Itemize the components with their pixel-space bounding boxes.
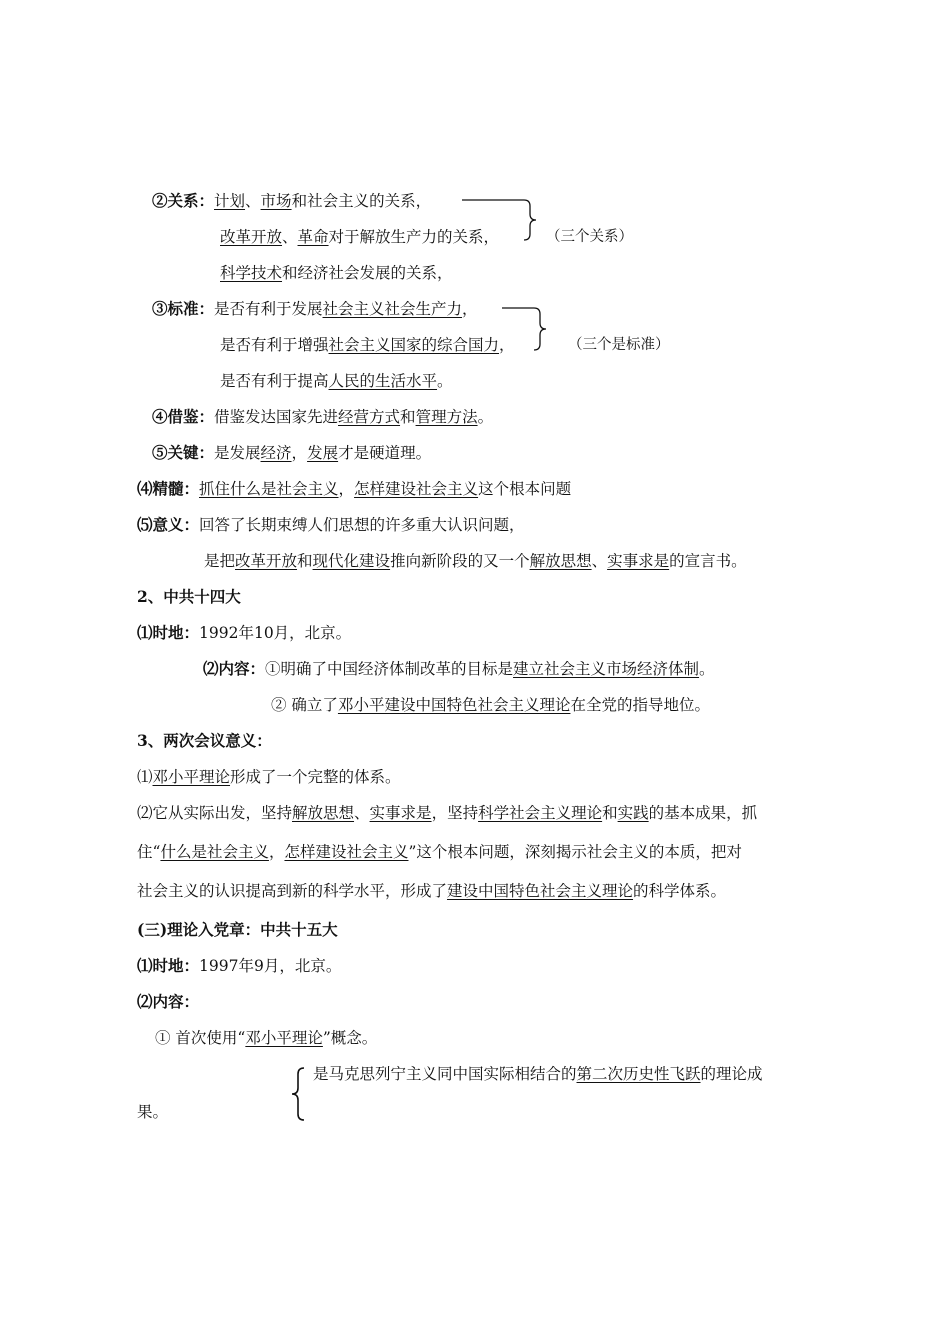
essence-label: ⑷精髓： [137,479,200,498]
term-how-to-build: 怎样建设社会主义 [354,480,479,498]
relation-line-2 [220,227,499,247]
text: 社会主义的认识提高到新的科学水平，形成了 [137,882,448,900]
term-reform: 改革开放 [220,228,283,246]
term-productivity: 社会主义社会生产力 [322,300,463,318]
significance-item-1 [137,767,401,787]
text: 才是硬道理。 [338,444,432,462]
heading-14th-congress: 2、中共十四大 [137,587,241,606]
term: 实践 [617,804,649,822]
standard-label: ③标准： [152,299,215,318]
text: 形成了一个完整的体系。 [230,768,401,786]
text: ①明确了中国经济体制改革的目标是 [265,660,514,678]
content-brace [284,1064,308,1124]
content-15th-line-1 [155,1028,377,1048]
text: 和 [400,408,416,426]
text: 。 [437,372,453,390]
text: 是把 [204,552,236,570]
text: 是否有利于提高 [220,372,329,390]
text: ① 首次使用“ [155,1029,246,1047]
term: 什么是社会主义 [160,843,269,861]
standard-brace [500,304,570,356]
text: ，坚持 [431,804,479,822]
term-second-leap: 第二次历史性飞跃 [576,1065,701,1083]
text: 和 [297,552,313,570]
significance-label: ⑸意义： [137,515,200,534]
term-science: 科学技术 [220,264,283,282]
significance-line-2 [204,551,747,571]
text: 的理论成 [700,1065,763,1083]
term-what-is-socialism: 抓住什么是社会主义 [199,480,339,498]
significance-line-1 [137,515,525,535]
text: 的宣言书。 [669,552,747,570]
text: ⑴ [137,768,153,786]
text: 对于解放生产力的关系， [328,228,500,246]
term-seek-truth: 实事求是 [607,552,670,570]
term: 科学社会主义理论 [478,804,603,822]
term-revolution: 革命 [297,228,329,246]
text: ， [268,843,285,861]
term-reform-opening: 改革开放 [235,552,298,570]
text: ”这个根本问题，深刻揭示社会主义的本质，把对 [408,843,742,861]
term-market: 市场 [260,192,292,210]
relation-label: ②关系： [152,191,215,210]
term: 怎样建设社会主义 [284,843,409,861]
term: 建设中国特色社会主义理论 [447,882,634,900]
heading-15th-congress: (三)理论入党章：中共十五大 [137,920,338,939]
time-label: ⑴时地： [137,623,200,642]
relation-brace [460,196,550,246]
term-economy: 经济 [260,444,292,462]
text: 、 [282,228,298,246]
text: ”概念。 [322,1029,378,1047]
content-15th-label: ⑵内容： [137,992,200,1011]
text: ， [499,336,515,354]
standard-line-2 [220,335,515,355]
text: 、 [245,192,261,210]
term-deng-theory: 邓小平建设中国特色社会主义理论 [337,696,571,714]
text: 和经济社会发展的关系， [282,264,453,282]
text: 和社会主义的关系， [291,192,432,210]
text: 借鉴发达国家先进 [214,408,339,426]
significance-item-2-line-1 [137,803,757,823]
text: 是否有利于增强 [220,336,329,354]
text: ， [338,480,355,498]
text: 。 [699,660,715,678]
reference-label: ④借鉴： [152,407,215,426]
text: 、 [591,552,608,570]
text: 、 [354,804,370,822]
term-deng-xiaoping-theory: 邓小平理论 [245,1029,323,1047]
key-line [152,443,431,463]
standard-note: （三个是标准） [568,337,670,353]
text: ， [291,444,308,462]
relation-line-3 [220,263,453,283]
text: ， [462,300,478,318]
key-label: ⑤关键： [152,443,215,462]
term-market-economy: 建立社会主义市场经济体制 [513,660,700,678]
standard-line-3 [220,371,453,391]
relation-note: （三个关系） [546,229,633,245]
content-14th-line-2 [271,695,710,715]
text: 是发展 [214,444,261,462]
text: 的科学体系。 [633,882,727,900]
text: 是马克思列宁主义同中国实际相结合的 [313,1065,577,1083]
term-national-strength: 社会主义国家的综合国力 [328,336,500,354]
content-14th-line-1 [203,659,715,679]
text: 和 [602,804,618,822]
content-label: ⑵内容： [203,659,266,678]
content-15th-line-3: 果。 [137,1103,169,1121]
time-place-14th [137,623,351,643]
text: ⑵它从实际出发，坚持 [137,804,293,822]
text: 1992年10月，北京。 [199,624,352,642]
text: 的基本成果，抓 [648,804,758,822]
significance-item-2-line-2 [137,842,742,862]
significance-item-2-line-3 [137,881,726,901]
essence-line [137,479,571,499]
term-development: 发展 [307,444,339,462]
heading-significance: 3、两次会议意义： [137,731,272,750]
term: 实事求是 [369,804,432,822]
reference-line [152,407,493,427]
text: 推向新阶段的又一个 [390,552,530,570]
content-15th-line-2 [313,1064,763,1084]
time-place-15th [137,956,341,976]
text: 回答了长期束缚人们思想的许多重大认识问题， [199,516,525,534]
text: 这个根本问题 [478,480,572,498]
time-label: ⑴时地： [137,956,200,975]
term-plan: 计划 [214,192,246,210]
term-deng-xiaoping-theory: 邓小平理论 [152,768,231,786]
term-emancipate-mind: 解放思想 [529,552,592,570]
relation-line-1 [152,191,431,211]
term-management: 管理方法 [415,408,478,426]
term-business-mode: 经营方式 [338,408,401,426]
text: ② 确立了 [271,696,338,714]
term: 解放思想 [292,804,355,822]
text: 在全党的指导地位。 [570,696,710,714]
text: 住“ [137,843,161,861]
text: 。 [477,408,494,426]
standard-line-1 [152,299,478,319]
text: 是否有利于发展 [214,300,323,318]
text: 1997年9月，北京。 [199,957,342,975]
term-modernization: 现代化建设 [312,552,391,570]
term-living-standard: 人民的生活水平 [328,372,438,390]
